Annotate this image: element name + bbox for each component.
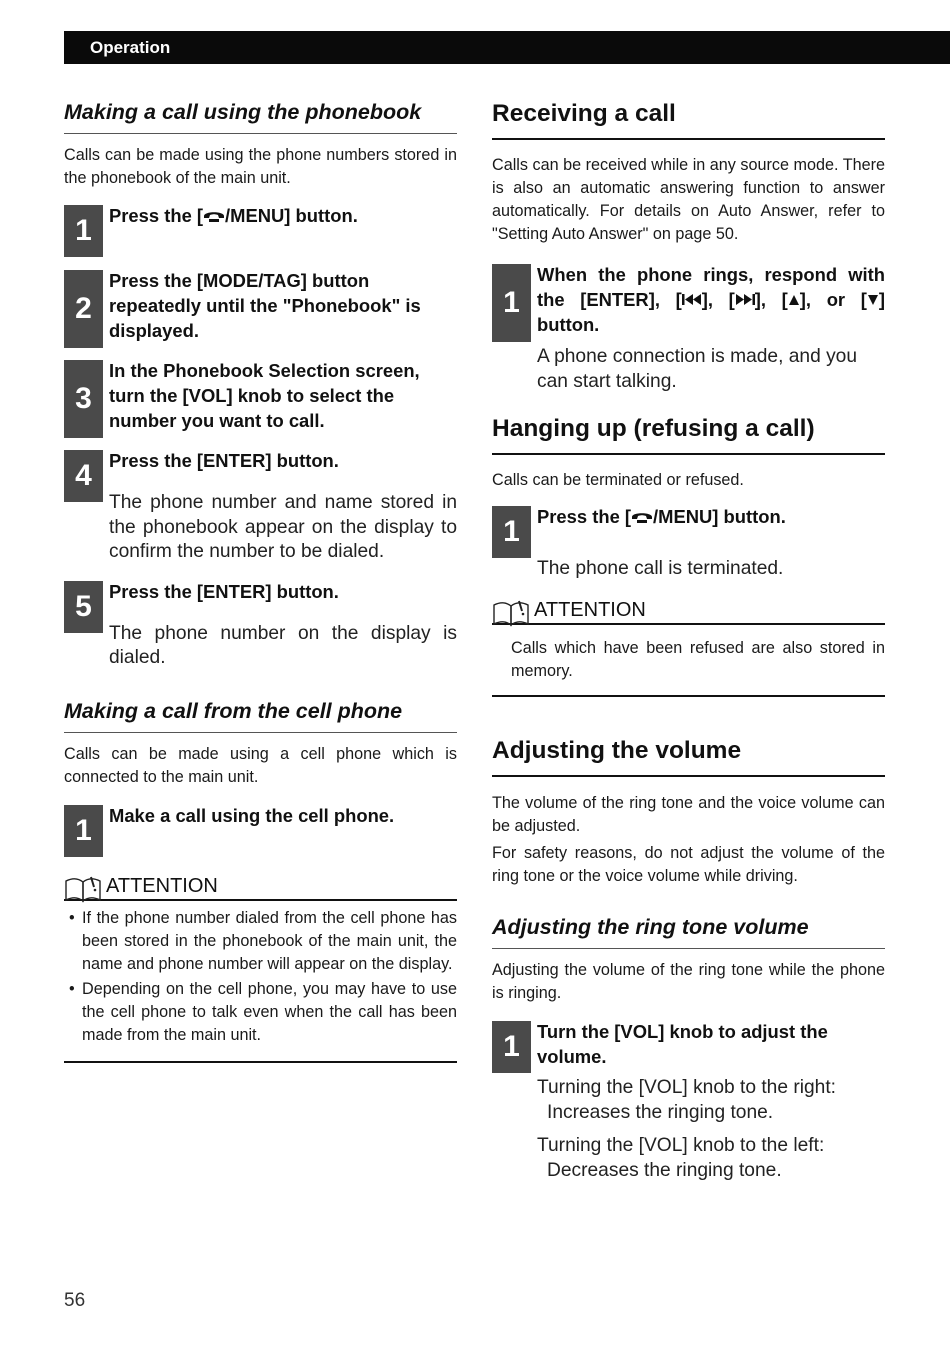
step-number: 2 — [64, 270, 103, 348]
phonebook-step-4 — [64, 448, 457, 565]
step-instruction: Make a call using the cell phone. — [109, 804, 395, 826]
step-number: 4 — [64, 450, 103, 502]
ringtone-heading: Adjusting the ring tone volume — [492, 915, 885, 949]
step-instruction: When the phone rings, respond with the [ENTER], [ ], [ ], [ ], or [ ] button. — [537, 264, 886, 335]
volume-heading: Adjusting the volume — [492, 737, 885, 777]
step-number: 1 — [492, 264, 531, 342]
attention-label: ATTENTION — [106, 874, 218, 897]
cellphone-attention — [64, 873, 457, 1063]
attention-header — [64, 873, 457, 901]
section-header-bar — [64, 31, 950, 64]
right-column — [492, 100, 885, 1183]
attention-bullet: • If the phone number dialed from the cell phone has been stored in the phonebook of the main unit, the name and phone number will appear on the display. — [64, 907, 457, 976]
receiving-heading: Receiving a call — [492, 100, 885, 140]
hangup-intro: Calls can be terminated or refused. — [492, 471, 744, 489]
receiving-step-1 — [492, 262, 885, 394]
attention-bullet: • Depending on the cell phone, you may have to use the cell phone to talk even when the call has been made from the main unit. — [64, 978, 457, 1047]
down-arrow-icon — [867, 294, 879, 306]
attention-body — [64, 901, 457, 1063]
skip-forward-icon — [735, 293, 755, 306]
step-number: 1 — [492, 506, 531, 558]
step-instruction: Press the [ /MENU] button. — [109, 205, 358, 226]
hangup-step-1 — [492, 504, 885, 581]
step-number: 1 — [64, 805, 103, 857]
step-instruction: Press the [MODE/TAG] button repeatedly until the "Phonebook" is displayed. — [109, 270, 421, 341]
phonebook-step-1 — [64, 203, 457, 267]
step-description-right: Turning the [VOL] knob to the right: Increases the ringing tone. — [537, 1077, 836, 1123]
step-description: A phone connection is made, and you can start talking. — [537, 346, 858, 392]
attention-label: ATTENTION — [534, 599, 646, 621]
step-description-left: Turning the [VOL] knob to the left: Decreases the ringing tone. — [537, 1135, 825, 1181]
attention-book-icon — [492, 599, 530, 627]
phonebook-intro: Calls can be made using the phone numbers stored in the phonebook of the main unit. — [64, 146, 457, 187]
step-instruction: Press the [ENTER] button. — [109, 450, 339, 471]
skip-back-icon — [682, 293, 702, 306]
ringtone-intro: Adjusting the volume of the ring tone while the phone is ringing. — [492, 961, 885, 1002]
step-number: 5 — [64, 581, 103, 633]
phonebook-step-2 — [64, 268, 457, 358]
cellphone-intro: Calls can be made using a cell phone which is connected to the main unit. — [64, 744, 457, 786]
step-description: The phone number on the display is dialed. — [109, 622, 457, 668]
step-number: 1 — [492, 1021, 531, 1073]
step-description: The phone number and name stored in the phonebook appear on the display to confirm the number to be dialed. — [109, 492, 457, 562]
step-instruction: Turn the [VOL] knob to adjust the volume. — [537, 1021, 828, 1067]
hangup-attention — [492, 597, 885, 697]
phonebook-step-5 — [64, 579, 457, 671]
attention-header — [492, 597, 885, 625]
section-title: Operation — [90, 38, 171, 57]
step-description: The phone call is terminated. — [537, 558, 784, 579]
volume-intro-2: For safety reasons, do not adjust the volume of the ring tone or the voice volume while driving. — [492, 844, 885, 885]
attention-body: Calls which have been refused are also stored in memory. — [492, 625, 885, 697]
volume-intro-1: The volume of the ring tone and the voice volume can be adjusted. — [492, 794, 885, 835]
receiving-intro: Calls can be received while in any source mode. There is also an automatic answering function to answer automatically. For details on Auto Answer, refer to "Setting Auto Answer" on page 50. — [492, 156, 885, 243]
up-arrow-icon — [788, 294, 800, 306]
left-column — [64, 100, 457, 1063]
step-instruction: Press the [ /MENU] button. — [537, 506, 786, 527]
phone-handset-icon — [203, 208, 225, 223]
hangup-heading: Hanging up (refusing a call) — [492, 415, 885, 455]
phonebook-step-3 — [64, 358, 457, 448]
cellphone-heading: Making a call from the cell phone — [64, 699, 457, 733]
step-instruction: In the Phonebook Selection screen, turn the [VOL] knob to select the number you want to call. — [109, 360, 420, 431]
attention-book-icon — [64, 875, 102, 903]
page-number: 56 — [64, 1290, 86, 1311]
cellphone-step-1 — [64, 803, 457, 869]
step-number: 3 — [64, 360, 103, 438]
phonebook-heading: Making a call using the phonebook — [64, 100, 457, 134]
ringtone-step-1 — [492, 1019, 885, 1183]
phone-handset-icon — [631, 509, 653, 524]
step-number: 1 — [64, 205, 103, 257]
step-instruction: Press the [ENTER] button. — [109, 580, 339, 602]
